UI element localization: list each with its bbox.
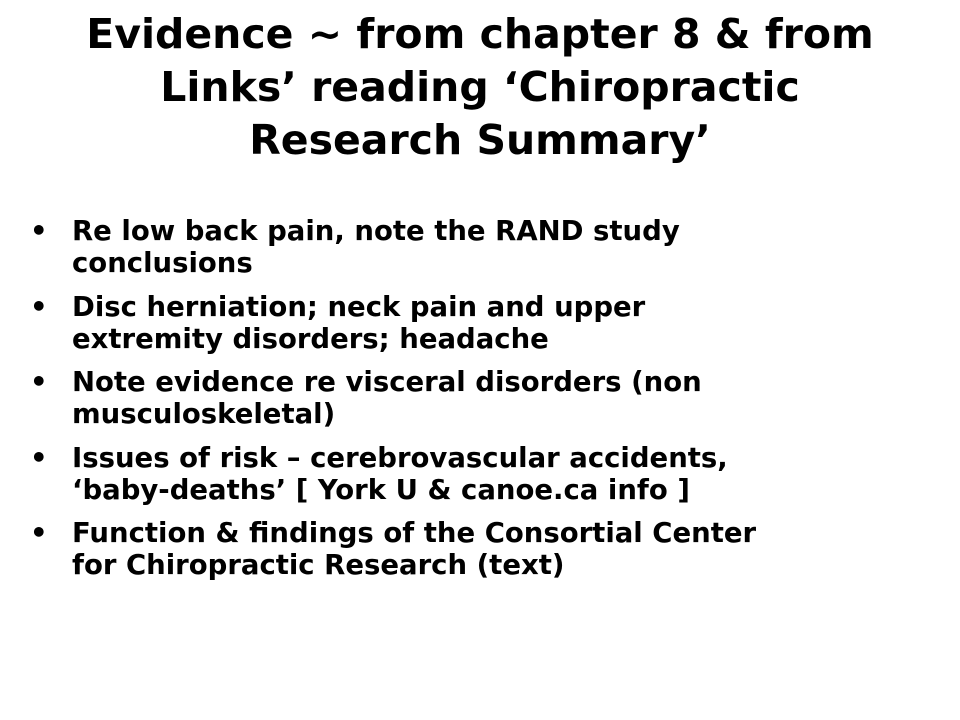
bullet-text-line: for Chiropractic Research (text) xyxy=(72,549,565,581)
bullet-marker: • xyxy=(30,441,48,474)
bullet-text-line: conclusions xyxy=(72,247,253,279)
bullet-item-visceral-disorders xyxy=(30,366,910,430)
bullet-text-line: extremity disorders; headache xyxy=(72,322,549,355)
bullet-marker: • xyxy=(30,215,48,247)
slide-title xyxy=(40,8,920,167)
bullet-item-consortial-center xyxy=(30,517,910,581)
slide-title-line: Links’ reading ‘Chiropractic xyxy=(160,63,800,111)
bullet-text-line: Note evidence re visceral disorders (non xyxy=(72,366,702,398)
bullet-text-line: Disc herniation; neck pain and upper xyxy=(72,290,646,323)
bullet-text-line: ‘baby-deaths’ [ York U & canoe.ca info ] xyxy=(72,473,690,506)
bullet-item-disc-herniation xyxy=(30,291,910,355)
bullet-text-line: Issues of risk – cerebrovascular accidents, xyxy=(72,441,728,474)
bullet-item-rand-study xyxy=(30,215,910,279)
bullet-list xyxy=(30,215,910,593)
bullet-text-line: musculoskeletal) xyxy=(72,398,336,430)
bullet-marker: • xyxy=(30,517,48,549)
slide-title-line: Evidence ~ from chapter 8 & from xyxy=(86,10,874,58)
bullet-text-line: Re low back pain, note the RAND study xyxy=(72,215,680,247)
bullet-marker: • xyxy=(30,366,48,398)
bullet-marker: • xyxy=(30,290,48,323)
bullet-item-risk-issues xyxy=(30,442,910,506)
bullet-text-line: Function & findings of the Consortial Center xyxy=(72,517,757,549)
slide-title-line: Research Summary’ xyxy=(249,116,711,164)
